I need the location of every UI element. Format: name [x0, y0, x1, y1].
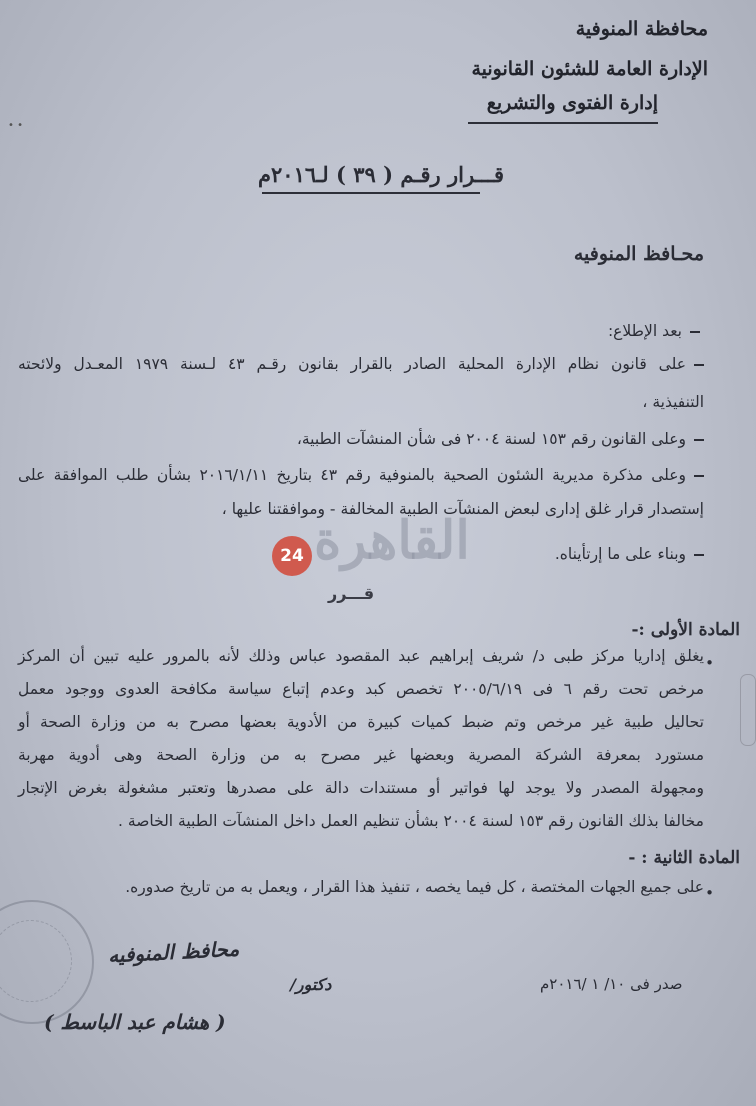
article-2-title: المادة الثانية : -	[628, 848, 740, 868]
dash-bullet	[694, 554, 704, 556]
preamble-intro	[608, 322, 700, 340]
dash-bullet	[694, 475, 704, 477]
header-underline	[468, 122, 658, 124]
preamble-item-1-line-1	[18, 355, 704, 373]
dash-bullet	[694, 364, 704, 366]
header-legal-affairs: الإدارة العامة للشئون القانونية	[471, 58, 708, 80]
paper-speck: • •	[8, 120, 23, 131]
preamble-item-3-line-2: إستصدار قرار غلق إدارى لبعض المنشآت الطبية المخالفة - وموافقتنا عليها ،	[221, 500, 704, 518]
article-1-line-6: مخالفا بذلك القانون رقم ١٥٣ لسنة ٢٠٠٤ بشأن تنظيم العمل داخل المنشآت الطبية الخاصة .	[118, 812, 704, 830]
preamble-item-4-text-1: وبناء على ما إرتأيناه.	[554, 545, 686, 563]
dash-bullet	[694, 439, 704, 441]
dash-bullet	[690, 331, 700, 333]
watermark-badge: 24	[272, 536, 312, 576]
article-1-line-2: مرخص تحت رقم ٦ فى ٢٠٠٥/٦/١٩ تخصص كبد وعدم إتباع سياسة مكافحة العدوى ووجود معمل	[18, 680, 705, 698]
signature-doctor: دكتور/	[290, 975, 332, 994]
decision-title: قـــرار رقـم ( ٣٩ ) لـ٢٠١٦م	[258, 162, 505, 187]
preamble-item-2-line-1	[18, 430, 704, 448]
article-1-title: المادة الأولى :-	[631, 620, 740, 640]
watermark-text: القاهرة	[314, 510, 470, 571]
article-1-line-5: ومجهولة المصدر ولا يوجد لها فواتير أو مستندات دالة على مصدرها وتعتبر مشغولة بغرض الإتجار	[18, 779, 704, 797]
article-2-text: على جميع الجهات المختصة ، كل فيما يخصه ، تنفيذ هذا القرار ، ويعمل به من تاريخ صدوره.	[125, 878, 704, 896]
article-1-bullet: •	[705, 654, 714, 672]
preamble-intro-text: بعد الإطلاع:	[607, 322, 682, 340]
signature-name: ( هشام عبد الباسط )	[44, 1010, 226, 1034]
article-1-line-1: يغلق إداريا مركز طبى د/ شريف إبراهيم عبد المقصود عباس وذلك لأنه بالمرور عليه تبين أن المركز	[18, 647, 704, 665]
preamble-item-1-text-1: على قانون نظام الإدارة المحلية الصادر بالقرار بقانون رقـم ٤٣ لـسنة ١٩٧٩ المعـدل ولائحته	[18, 355, 686, 373]
header-governorate: محافظة المنوفية	[575, 18, 708, 40]
preamble-item-2-text-1: وعلى القانون رقم ١٥٣ لسنة ٢٠٠٤ فى شأن المنشآت الطبية،	[296, 430, 686, 448]
official-stamp-inner-ring	[0, 920, 72, 1002]
governor-heading: محـافظ المنوفيه	[573, 243, 704, 265]
article-1-line-4: مستورد بمعرفة الشركة المصرية وبعضها غير مصرح به من وزارة الصحة وهى أدوية مهربة	[18, 746, 704, 764]
official-stamp	[0, 900, 94, 1024]
binder-hole-mark	[740, 674, 756, 746]
header-fatwa-legislation: إدارة الفتوى والتشريع	[486, 92, 658, 114]
decision-word: قـــرر	[328, 584, 375, 603]
preamble-item-1-line-2: التنفيذية ،	[642, 393, 704, 411]
title-underline	[262, 192, 480, 194]
signature-title: محافظ المنوفيه	[107, 936, 240, 968]
article-2-bullet: •	[705, 884, 714, 902]
preamble-item-3-line-1	[18, 466, 704, 484]
issue-date: صدر فى ١٠/ ١ /٢٠١٦م	[540, 975, 683, 993]
article-1-line-3: تحاليل طبية غير مرخص وتم ضبط كميات كبيرة من الأدوية بعضها مصرح به من وزارة الصحة أو	[18, 713, 704, 731]
preamble-item-3-text-1: وعلى مذكرة مديرية الشئون الصحية بالمنوفية رقم ٤٣ بتاريخ ٢٠١٦/١/١١ بشأن طلب الموافقة على	[18, 466, 687, 484]
